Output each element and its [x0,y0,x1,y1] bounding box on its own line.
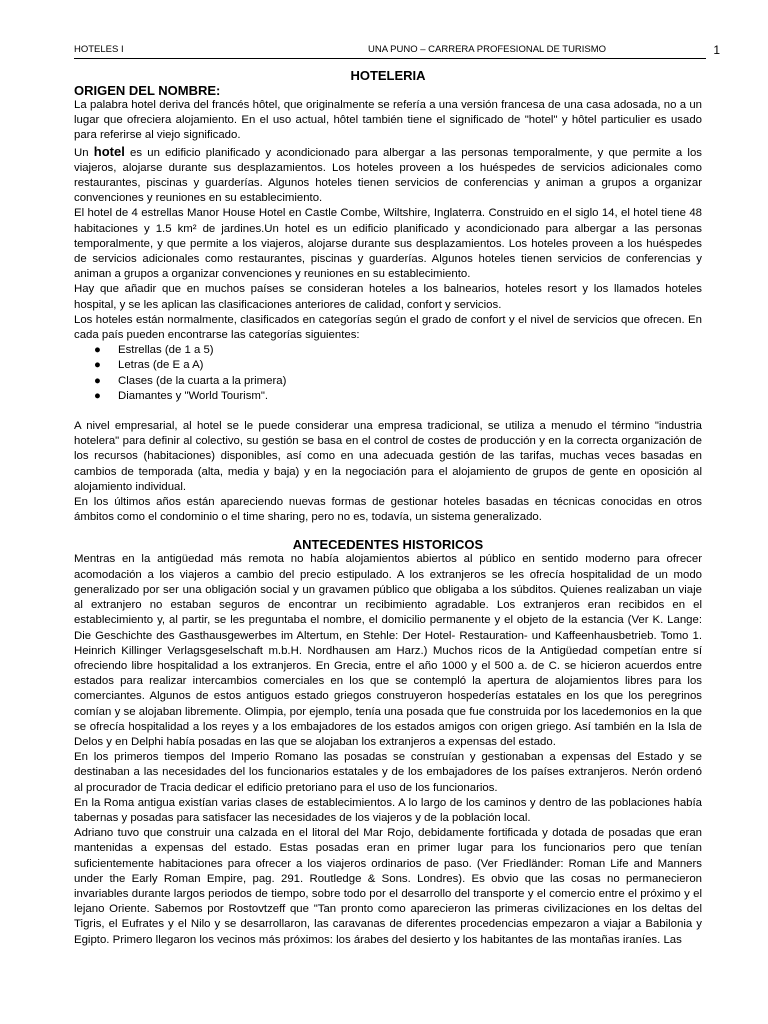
page-header [74,40,720,59]
paragraph: Hay que añadir que en muchos países se consideran hoteles a los balnearios, hoteles resort y los llamados hoteles hospital, y se les aplican las clasificaciones anteriores de calidad, confort y servicios. [74,283,702,311]
paragraph: En los primeros tiempos del Imperio Romano las posadas se construían y gestionaban a expensas del Estado y se destinaban a las necesidades del los funcionarios estatales y de los embajadores de los países extranjeros. Nerón ordenó al procurador de Tracia dedicar el edificio pretoriano para el uso de los funcionarios. [74,751,702,794]
list-item-text: Letras (de E a A) [118,359,204,372]
section-heading-origen: ORIGEN DEL NOMBRE: [74,83,221,98]
paragraph: Los hoteles están normalmente, clasificados en categorías según el grado de confort y el nivel de servicios que ofrecen. En cada país pueden encontrarse las categorías siguientes: [74,313,702,342]
category-list [74,343,702,404]
paragraph: La palabra hotel deriva del francés hôtel, que originalmente se refería a una versión francesa de una casa adosada, no a un lugar que ofreciera alojamiento. En el uso actual, hôtel también tiene el significado de "hotel" y hôtel particulier es usado para referirse al viejo significado. [74,99,702,142]
paragraph: En la Roma antigua existían varias clases de establecimientos. A lo largo de los caminos y dentro de las poblaciones había tabernas y posadas para satisfacer las necesidades de los viajeros y de la población local. [74,796,702,824]
paragraph: El hotel de 4 estrellas Manor House Hotel en Castle Combe, Wiltshire, Inglaterra. Construido en el siglo 14, el hotel tiene 48 habitaciones y 1.5 km² de jardines.Un hotel es un edificio planificado y acondicionado para albergar a las personas temporalmente, y que permite a los viajeros, alojarse durante sus desplazamientos. Los hoteles proveen a los huéspedes de servicios adicionales como restaurantes, piscinas y guarderías. Algunos hoteles tienen servicios de conferencias y animan a grupos a organizar convenciones y reuniones en su establecimiento. [74,207,702,281]
bullet-icon: ● [94,389,101,402]
list-item [94,358,702,373]
bullet-icon: ● [94,374,101,387]
header-course-title: HOTELES I [74,44,124,55]
page-number: 1 [713,43,720,57]
list-item-text: Clases (de la cuarta a la primera) [118,374,287,387]
section-heading-antecedentes: ANTECEDENTES HISTORICOS [292,537,484,553]
bullet-icon: ● [94,359,101,372]
list-item-text: Estrellas (de 1 a 5) [118,344,214,357]
paragraph: Mentras en la antigüedad más remota no había alojamientos abiertos al público en sentido moderno para ofrecer acomodación a los viajeros a cambio del precio estipulado. A los extranjeros se les ofrecía hospitalidad de un modo generalizado por ser una obligación social y un gravamen público que obligaba a los súbditos. Quienes realizaban un viaje al extranjero no estaban seguros de encontrar un recibimiento agradable. Los extranjeros eran recibidos en el establecimiento y, al partir, se les preguntaba el nombre, el domicilio permanente y el objeto de la estancia (Ver K. Lange: Die Geschichte des Gasthausgewerbes im Altertum, en Stehle: Der Hotel- Restauration- und Kaffeenhausbetrieb. Tomo 1. Heinrich Killinger Verlagsgeselschaft m.b.H. Nordhausen am Harz.) Muchos ricos de la Antigüedad competían entre sí ofreciendo libre hospitalidad a los extranjeros. En Grecia, entre el año 1000 y el 500 a. de C. se hicieron acuerdos entre estados para realizar intercambios comerciales en los que se contempló la apertura de alojamientos libres para los comerciantes. Algunos de estos antiguos estado griegos construyeron hospederías estatales en los que los peregrinos comían y se alojaban libremente. Olimpia, por ejemplo, tenía una posada que fue construida por los lacedemonios en la que se ofrecía hospitalidad a los reyes y a los embajadores de los estados amigos con origen griego. Así también en la Isla de Delos y en Delphi había posadas en las que se alojaban los extranjeros a expensas del estado. [74,553,702,748]
paragraph: A nivel empresarial, al hotel se le puede considerar una empresa tradicional, se utiliza a menudo el término "industria hotelera" para definir al colectivo, su gestión se basa en el control de costes de producción y en la correcta organización de los recursos (habitaciones) disponibles, así como en una adecuada gestión de las tarifas, muchas veces basadas en cambios de temporada (alta, media y baja) y en la negociación para el alojamiento de grupos de gente en oposición al alojamiento individual. [74,420,702,493]
list-item-text: Diamantes y "World Tourism". [118,389,269,402]
document-body [74,68,702,948]
spacer [74,525,702,537]
document-title: HOTELERIA [350,68,426,83]
paragraph: En los últimos años están apareciendo nuevas formas de gestionar hoteles basadas en técnicas conocidas en otros ámbitos como el condominio o el time sharing, pero no es, todavía, un sistema generalizado. [74,496,702,524]
bullet-icon: ● [94,344,101,357]
bold-term-hotel: hotel [93,143,125,159]
paragraph: Adriano tuvo que construir una calzada en el litoral del Mar Rojo, debidamente fortificada y dotada de posadas que eran mantenidas a expensas del estado. Estas posadas eran en primer lugar para los funcionarios pero que tenían suficientemente habitaciones para ofrecer a los viajeros ordinarios de paso. (Ver Friedländer: Roman Life and Manners under the Early Roman Empire, pag. 291. Routledge & Sons. Londres). Es obvio que las cosas no permanecieron invariables durante largos periodos de tiempo, sobre todo por el desarrollo del transporte y el comercio entre el próximo y el lejano Oriente. Sabemos por Rostovtzeff que "Tan pronto como aparecieron las primeras civilizaciones en los deltas del Tigris, el Eufrates y el Nilo y se desarrollaron, las caravanas de diferentes procedencias empezaron a viajar a Babilonia y Egipto. Primero llegaron los vecinos más próximos: los árabes del desierto y los habitantes de las montañas iraníes. Las [74,827,702,946]
paragraph-prefix: Un [74,146,89,159]
paragraph-rest: es un edificio planificado y acondicionado para albergar a las personas temporalmente, y que permite a los viajeros, alojarse durante sus desplazamientos. Los hoteles proveen a los huéspedes de servicios adicionales como restaurantes, piscinas y guarderías. Algunos hoteles tienen servicios de conferencias y animan a grupos a organizar convenciones y reuniones en su establecimiento. [74,146,702,205]
list-item [94,343,702,358]
paragraph [74,144,702,207]
spacer [74,404,702,419]
header-institution: UNA PUNO – CARRERA PROFESIONAL DE TURISMO [368,44,607,55]
list-item [94,389,702,404]
list-item [94,374,702,389]
